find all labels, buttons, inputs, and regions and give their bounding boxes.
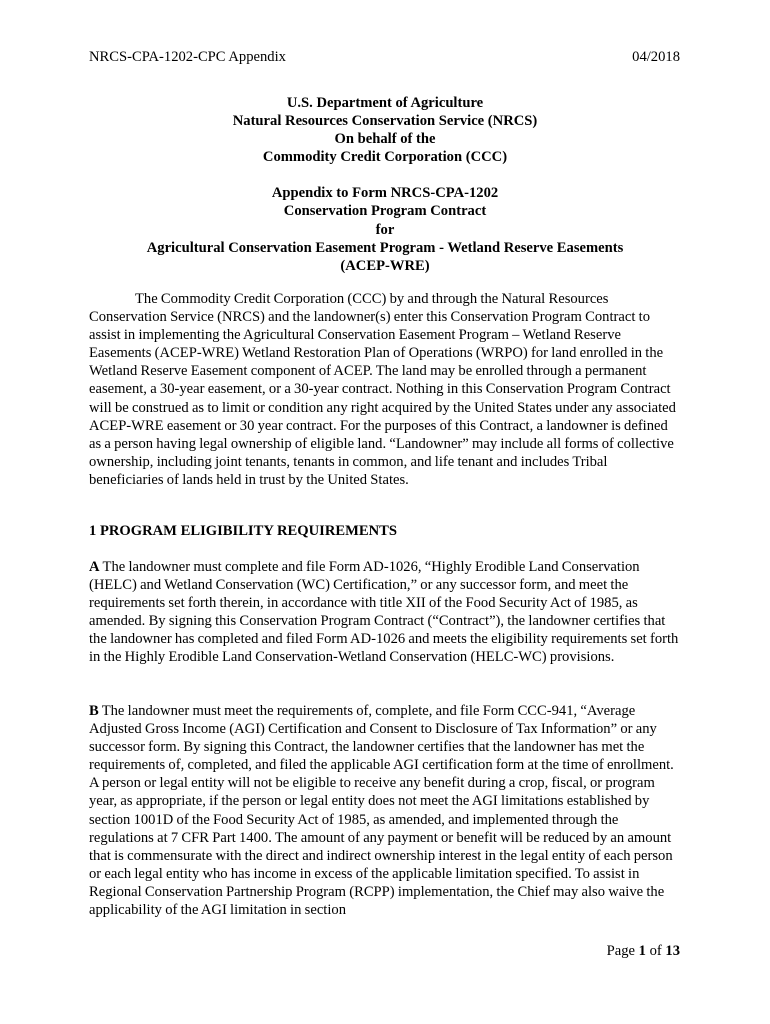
page-total: 13	[665, 943, 680, 959]
page-number: 1	[638, 943, 646, 959]
of-word: of	[645, 943, 666, 959]
paragraph-a-text: The landowner must complete and file Form AD-1026, “Highly Erodible Land Conservation (HELC) and Wetland Conservation (WC) Certification,” or any successor form, and meet the requirements set forth therein, in accordance with title XII of the Food Security Act of 1985, as amended. By signing this Conservation Program Contract (“Contract”), the landowner certifies that the landowner has completed and filed Form AD-1026 and meets the eligibility requirements set forth in the Highly Erodible Land Conservation-Wetland Conservation (HELC-WC) provisions.	[89, 559, 679, 666]
title-corporation: Commodity Credit Corporation (CCC)	[262, 149, 508, 166]
section-1-heading: 1 PROGRAM ELIGIBILITY REQUIREMENTS	[89, 523, 398, 539]
title-acronym: (ACEP-WRE)	[340, 257, 430, 274]
paragraph-b-text: The landowner must meet the requirements of, complete, and file Form CCC-941, “Average Adjusted Gross Income (AGI) Certification and Consent to Disclosure of Tax Information” or any successor form. By signing this Contract, the landowner certifies that the landowner has met the requirements of, completed, and filed the applicable AGI certification form at the time of enrollment. A person or legal entity will not be eligible to receive any benefit during a crop, fiscal, or program year, as appropriate, if the person or legal entity does not meet the AGI limitations established by section 1001D of the Food Security Act of 1985, as amended, and implemented through the regulations at 7 CFR Part 1400. The amount of any payment or benefit will be reduced by an amount that is commensurate with the direct and indirect ownership interest in the legal entity of each person or each legal entity who has income in excess of the applicable limitation specified. To assist in Regional Conservation Partnership Program (RCPP) implementation, the Chief may also waive the applicability of the AGI limitation in section	[89, 703, 674, 919]
title-appendix: Appendix to Form NRCS-CPA-1202	[271, 185, 499, 202]
document-title	[89, 94, 681, 275]
title-program: Agricultural Conservation Easement Program - Wetland Reserve Easements	[146, 239, 624, 256]
page-word: Page	[606, 943, 639, 959]
title-service: Natural Resources Conservation Service (NRCS)	[232, 113, 538, 130]
form-id-header: NRCS-CPA-1202-CPC Appendix	[89, 49, 286, 65]
paragraph-b-letter: B	[89, 703, 99, 719]
title-agency: U.S. Department of Agriculture	[286, 95, 484, 111]
paragraph-a-letter: A	[89, 559, 100, 575]
page-footer	[607, 942, 680, 960]
title-on-behalf: On behalf of the	[334, 131, 436, 148]
title-for: for	[375, 221, 395, 238]
form-date-header: 04/2018	[632, 49, 680, 65]
paragraph-b	[89, 702, 681, 919]
title-contract: Conservation Program Contract	[283, 203, 487, 220]
intro-paragraph: The Commodity Credit Corporation (CCC) by and through the Natural Resources Conservation Service (NRCS) and the landowner(s) enter this Conservation Program Contract to assist in implementing the Agricultural Conservation Easement Program – Wetland Reserve Easements (ACEP-WRE) Wetland Restoration Plan of Operations (WRPO) for land enrolled in the Wetland Reserve Easement component of ACEP. The land may be enrolled through a permanent easement, a 30-year easement, or a 30-year contract. Nothing in this Conservation Program Contract will be construed as to limit or condition any right acquired by the United States under any associated ACEP-WRE easement or 30 year contract. For the purposes of this Contract, a landowner is defined as a person having legal ownership of eligible land. “Landowner” may include all forms of collective ownership, including joint tenants, tenants in common, and life tenant and includes Tribal beneficiaries of lands held in trust by the United States.	[89, 291, 676, 488]
paragraph-a	[89, 558, 681, 667]
